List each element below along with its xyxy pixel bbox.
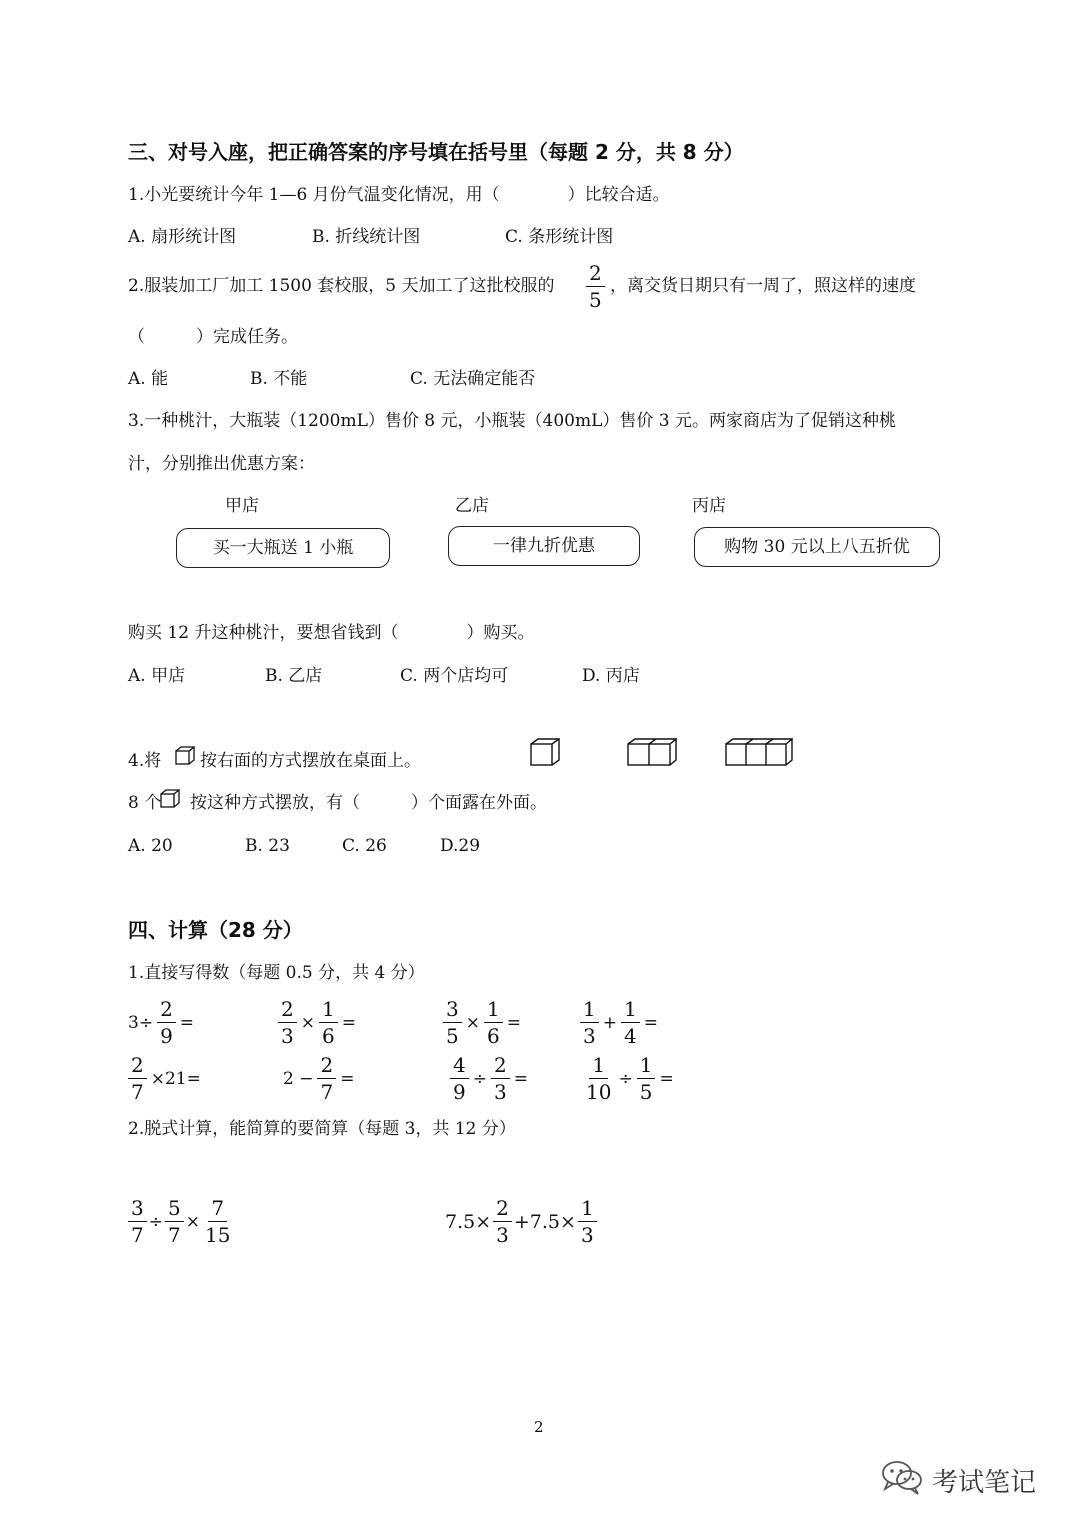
store-yi-name: 乙店: [455, 496, 489, 516]
cube-icon: [160, 789, 180, 809]
frac-den: 7: [320, 1080, 334, 1104]
step-calc-2: [445, 1195, 597, 1248]
frac-num: 1: [621, 996, 640, 1023]
frac-den: 7: [131, 1223, 144, 1247]
frac-den: 3: [496, 1223, 509, 1247]
oral-calc-1: [128, 996, 194, 1049]
frac-den: 6: [321, 1024, 335, 1048]
frac-num: 2: [278, 996, 297, 1023]
q2-option-c: C. 无法确定能否: [410, 369, 536, 389]
q2-frac-den: 5: [589, 288, 602, 312]
frac-den: 5: [446, 1024, 459, 1048]
cube-icon: [175, 746, 195, 766]
step-calc-1: [128, 1195, 233, 1248]
expr-equals: =: [506, 1012, 521, 1033]
frac-den: 4: [623, 1024, 637, 1048]
two-cube-figure: [627, 738, 677, 766]
frac-num: 1: [578, 1195, 597, 1222]
frac-den: 9: [453, 1080, 466, 1104]
frac-num: 2: [128, 1052, 147, 1079]
q2-option-b: B. 不能: [250, 369, 308, 389]
section3-title: 三、对号入座，把正确答案的序号填在括号里（每题 2 分，共 8 分）: [128, 140, 744, 164]
frac-num: 2: [157, 996, 176, 1023]
page-number: 2: [534, 1418, 544, 1436]
store-bing-offer: 购物 30 元以上八五折优: [694, 527, 940, 567]
frac-num: 2: [491, 1052, 510, 1079]
frac-num: 2: [317, 1052, 336, 1079]
q1-option-c: C. 条形统计图: [505, 227, 614, 247]
q2-frac-num: 2: [586, 260, 605, 287]
frac-den: 3: [493, 1080, 507, 1104]
oral-calc-2: [278, 996, 356, 1049]
frac-num: 3: [443, 996, 462, 1023]
expr-lead: 7.5×: [445, 1210, 492, 1233]
expr-equals: =: [340, 1068, 355, 1089]
q4-option-c: C. 26: [342, 836, 387, 856]
oral-calc-8: [583, 1052, 674, 1105]
expr-equals: =: [643, 1012, 658, 1033]
frac-den: 9: [160, 1024, 173, 1048]
frac-den: 3: [580, 1223, 594, 1247]
oral-calc-7: [450, 1052, 528, 1105]
q1-option-b: B. 折线统计图: [312, 227, 421, 247]
frac-num: 1: [319, 996, 338, 1023]
store-bing-name: 丙店: [692, 496, 726, 516]
frac-num: 2: [493, 1195, 512, 1222]
expr-operator: ÷: [618, 1068, 633, 1089]
watermark-text: 考试笔记: [932, 1468, 1037, 1498]
store-yi-offer: 一律九折优惠: [448, 526, 640, 566]
q4-line1-post: 按右面的方式摆放在桌面上。: [200, 751, 421, 771]
oral-calc-4: [580, 996, 658, 1049]
expr-operator: ×: [300, 1012, 315, 1033]
q2-text-line2: （ ）完成任务。: [128, 327, 298, 347]
expr-operator: ÷: [472, 1068, 487, 1089]
frac-den: 3: [583, 1024, 596, 1048]
q4-line2-post: 按这种方式摆放，有（ ）个面露在外面。: [190, 793, 547, 813]
q4-line2-pre: 8 个: [128, 793, 162, 813]
expr-tail: ×21=: [150, 1068, 201, 1089]
frac-num: 1: [637, 1052, 656, 1079]
q2-fraction: [586, 260, 605, 313]
expr-operator: ×: [185, 1211, 200, 1232]
frac-den: 10: [586, 1080, 612, 1104]
oral-calc-5: [128, 1052, 201, 1105]
frac-num: 1: [580, 996, 599, 1023]
expr-lead: 2 −: [283, 1068, 314, 1089]
expr-operator: ÷: [148, 1211, 163, 1232]
frac-den: 15: [204, 1223, 231, 1247]
frac-den: 6: [486, 1024, 500, 1048]
expr-mid: +7.5×: [513, 1210, 576, 1233]
q4-option-a: A. 20: [128, 836, 173, 856]
frac-den: 3: [281, 1024, 294, 1048]
q3-option-c: C. 两个店均可: [400, 666, 509, 686]
q3-text-line2: 汁，分别推出优惠方案：: [128, 454, 315, 474]
frac-num: 4: [450, 1052, 469, 1079]
q2-option-a: A. 能: [128, 369, 169, 389]
expr-equals: =: [179, 1012, 195, 1033]
frac-num: 3: [128, 1195, 147, 1222]
oral-calc-6: [283, 1052, 354, 1105]
frac-den: 7: [167, 1223, 181, 1247]
q1-text: 1.小光要统计今年 1—6 月份气温变化情况，用（ ）比较合适。: [128, 185, 670, 205]
frac-num: 7: [208, 1195, 227, 1222]
section4-title: 四、计算（28 分）: [128, 918, 303, 942]
wechat-icon: [880, 1458, 924, 1503]
store-jia-offer: 买一大瓶送 1 小瓶: [176, 528, 390, 568]
sub2-title: 2.脱式计算，能简算的要简算（每题 3，共 12 分）: [128, 1119, 516, 1139]
frac-den: 7: [131, 1080, 144, 1104]
sub1-title: 1.直接写得数（每题 0.5 分，共 4 分）: [128, 963, 425, 983]
q4-line1-pre: 4.将: [128, 751, 162, 771]
expr-equals: =: [513, 1068, 528, 1089]
q3-option-b: B. 乙店: [265, 666, 323, 686]
one-cube-figure: [530, 738, 560, 766]
q3-text-line1: 3.一种桃汁，大瓶装（1200mL）售价 8 元，小瓶装（400mL）售价 3 元。两家商店为了促销这种桃: [128, 411, 896, 431]
q4-option-d: D.29: [440, 836, 481, 856]
store-jia-name: 甲店: [225, 496, 259, 516]
expr-lead: 3÷: [128, 1012, 154, 1033]
three-cube-figure: [725, 738, 793, 766]
expr-equals: =: [341, 1012, 356, 1033]
oral-calc-3: [443, 996, 521, 1049]
expr-operator: ×: [465, 1012, 480, 1033]
q3-question: 购买 12 升这种桃汁，要想省钱到（ ）购买。: [128, 623, 535, 643]
q3-option-d: D. 丙店: [582, 666, 640, 686]
q3-option-a: A. 甲店: [128, 666, 186, 686]
frac-num: 1: [589, 1052, 608, 1079]
frac-num: 1: [484, 996, 503, 1023]
frac-den: 5: [639, 1080, 653, 1104]
frac-num: 5: [165, 1195, 184, 1222]
expr-operator: +: [602, 1012, 617, 1033]
q1-option-a: A. 扇形统计图: [128, 227, 237, 247]
expr-equals: =: [659, 1068, 674, 1089]
q2-text-post: ，离交货日期只有一周了，照这样的速度: [610, 276, 916, 296]
q4-option-b: B. 23: [245, 836, 290, 856]
q2-text-pre: 2.服装加工厂加工 1500 套校服，5 天加工了这批校服的: [128, 276, 555, 296]
watermark: [880, 1458, 1036, 1503]
